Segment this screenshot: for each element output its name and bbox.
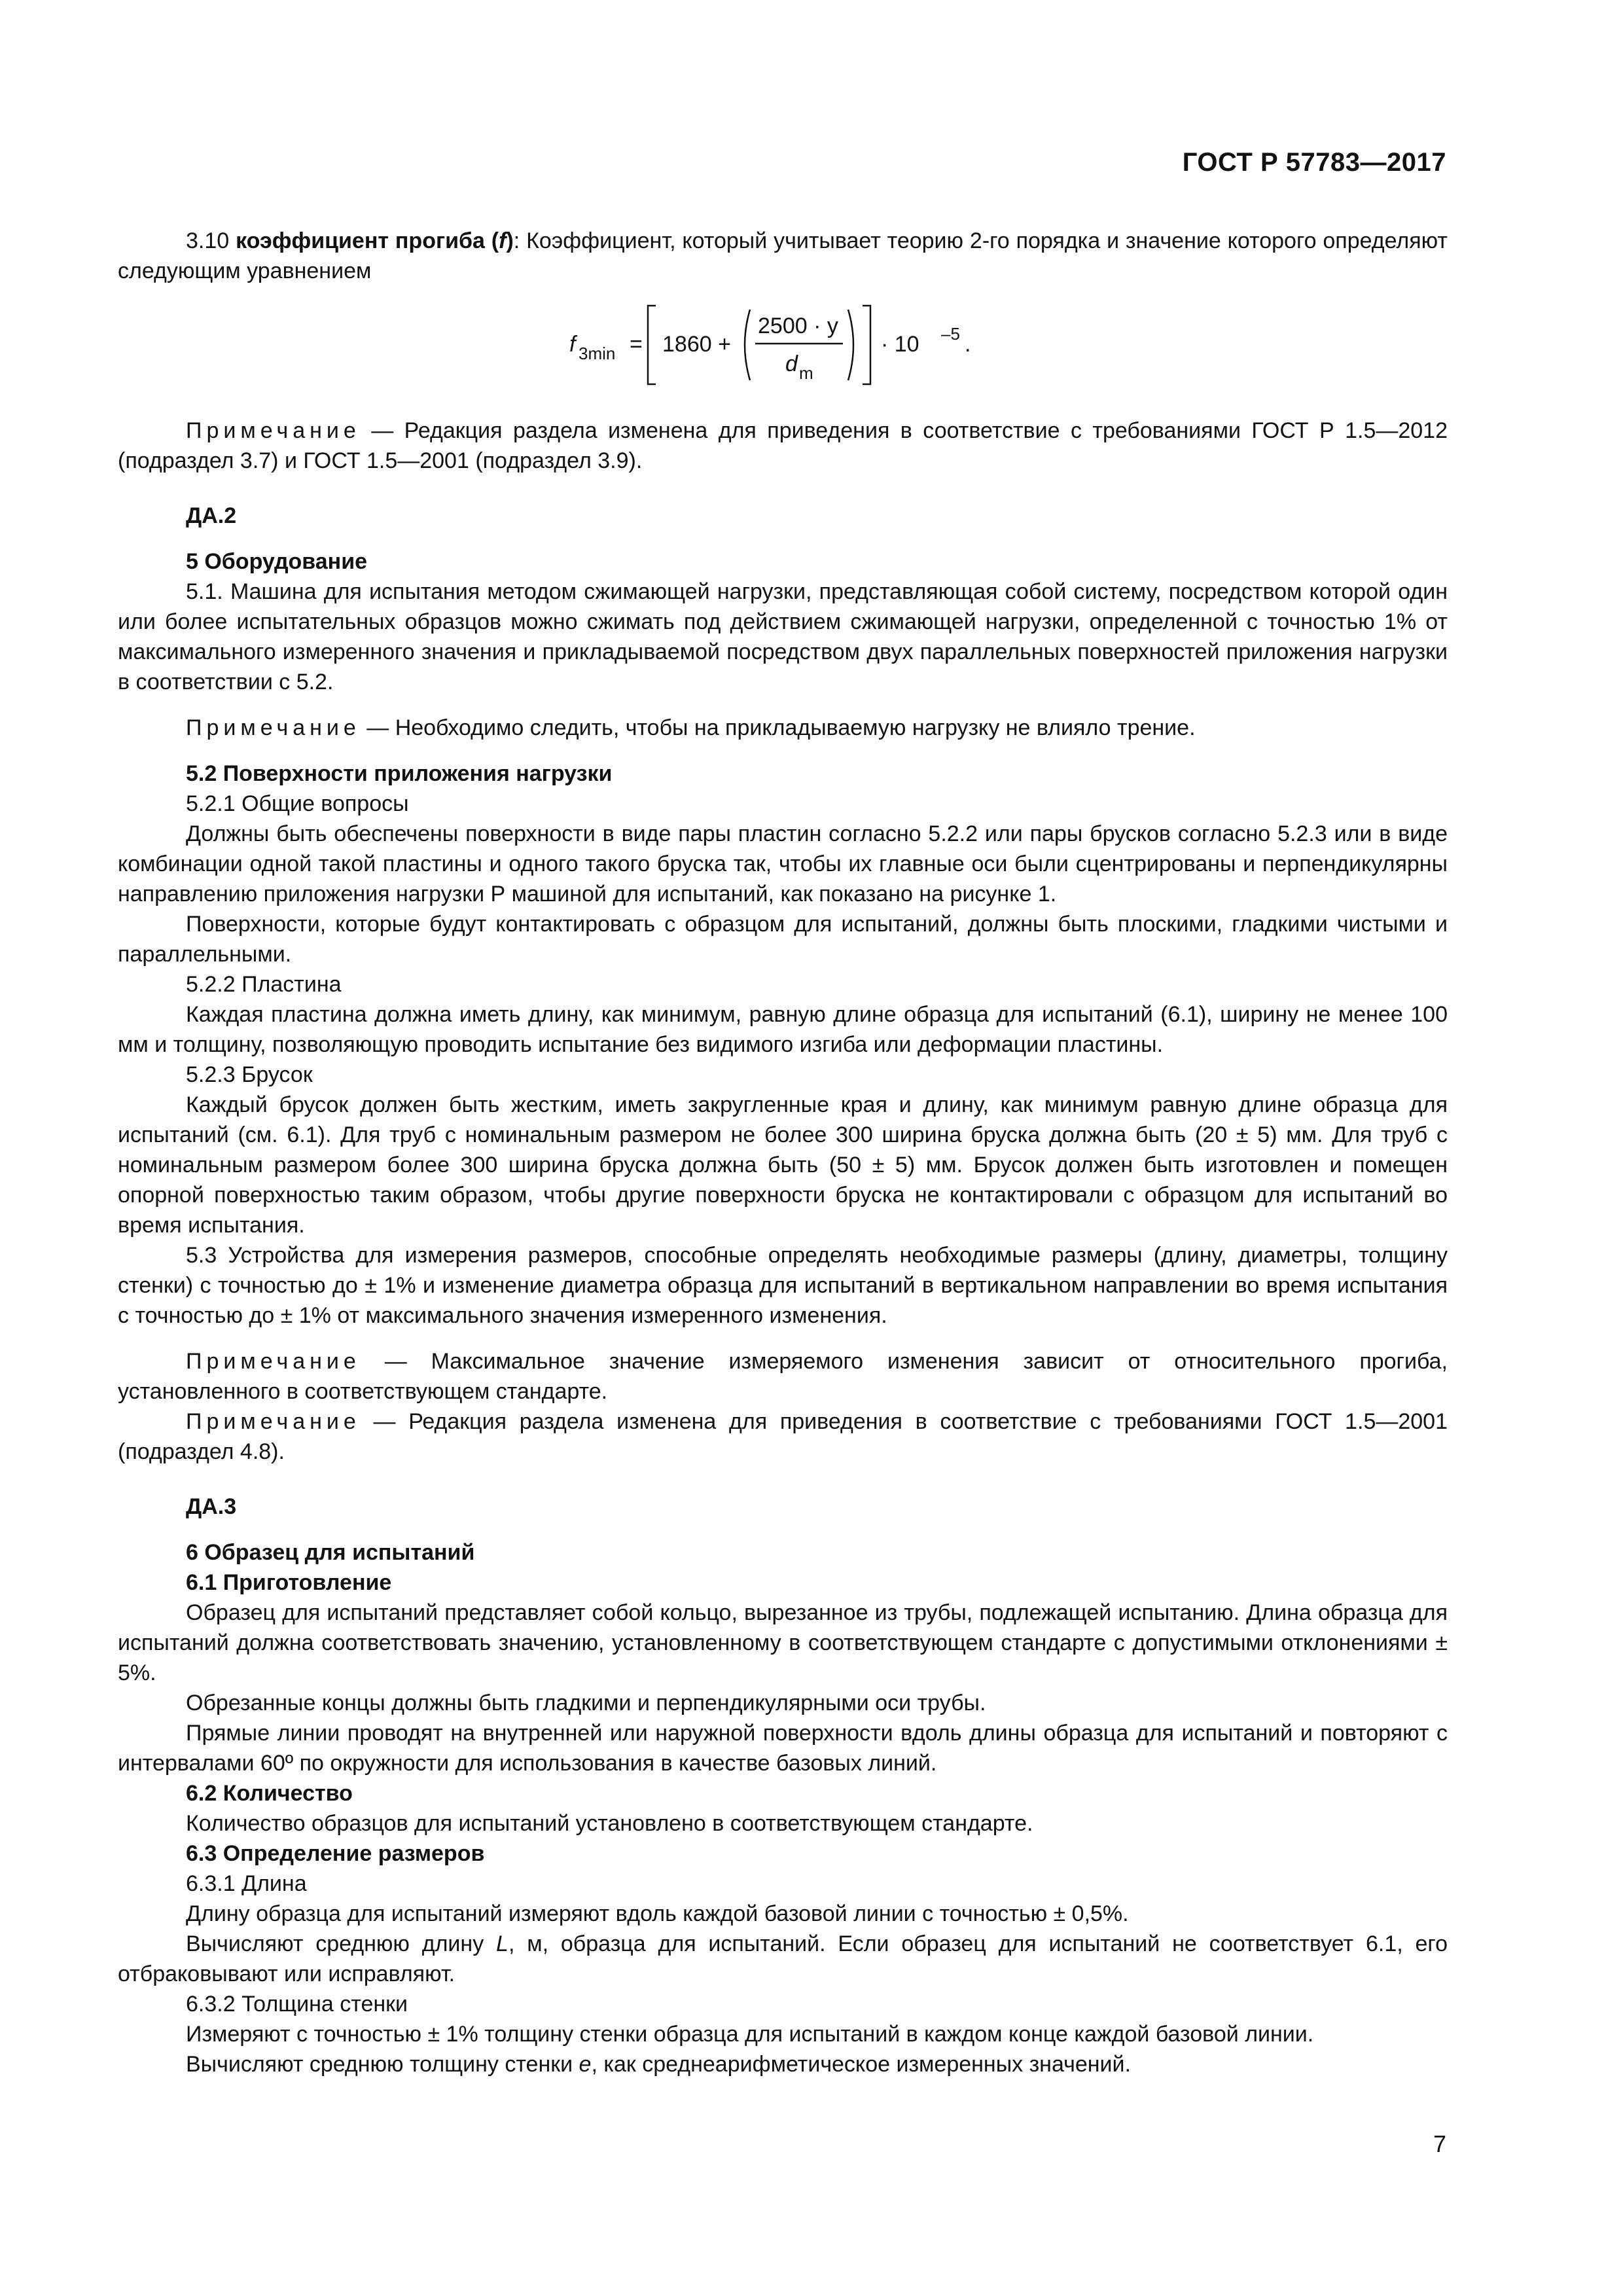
standard-code: ГОСТ Р 57783—2017 [1182,148,1446,177]
left-paren [745,310,750,380]
subsection-title-6-3-1: 6.3.1 Длина [186,1871,307,1896]
right-bracket [863,306,870,384]
formula-constant: 1860 + [662,332,731,357]
note-5-3a [118,1346,1448,1407]
formula-equals: = [630,332,643,357]
formula-numerator: 2500 · y [758,314,838,338]
paragraph-6-3-1a: Длину образца для испытаний измеряют вдоль каждой базовой линии с точностью ± 0,5%. [186,1901,1129,1926]
paragraph-5-2-1b: Поверхности, которые будут контактировать с образцом для испытаний, должны быть плоскими, гладкими чистыми и параллельными. [118,912,1448,967]
note-5-3b [118,1407,1448,1467]
annex-label-da3: ДА.3 [186,1494,237,1519]
paragraph-6-1a: Образец для испытаний представляет собой кольцо, вырезанное из трубы, подлежащей испытанию. Длина образца для испытаний должна соответствовать значению, установленному в соответствующем стандарте с допустимыми отклонениями ± 5%. [118,1600,1448,1685]
formula-exponent: –5 [941,324,960,344]
paragraph-5-1: 5.1. Машина для испытания методом сжимающей нагрузки, представляющая собой систему, посредством которой один или более испытательных образцов можно сжимать под действием сжимающей нагрузки, определенной с точностью 1% от максимального измеренного значения и прикладываемой посредством двух параллельных поверхностей приложения нагрузки в соответствии с 5.2. [118,579,1448,694]
paragraph-6-3-2b: Вычисляют среднюю толщину стенки e, как среднеарифметическое измеренных значений. [186,2052,1131,2077]
definition-term: коэффициент прогиба (f) [236,228,514,253]
subsection-title-5-2-3: 5.2.3 Брусок [186,1062,313,1087]
note-label: Примечание [186,715,361,740]
deflection-formula [118,294,1448,397]
left-bracket [648,306,656,384]
note-5-1 [118,713,1448,743]
note-text: — Редакция раздела изменена для приведения в соответствие с требованиями ГОСТ 1.5—2001 (подраздел 4.8). [118,1409,1448,1464]
note-label: Примечание [186,1349,361,1374]
paragraph-5-2-1a: Должны быть обеспечены поверхности в виде пары пластин согласно 5.2.2 или пары брусков согласно 5.2.3 или в виде комбинации одной такой пластины и одного такого бруска так, чтобы их главные оси были сцентрированы и перпендикулярны направлению приложения нагрузки Р машиной для испытаний, как показано на рисунке 1. [118,821,1448,906]
definition-3-10 [118,226,1448,286]
note-text: — Максимальное значение измеряемого изменения зависит от относительного прогиба, установленного в соответствующем стандарте. [118,1349,1448,1404]
definition-text: : Коэффициент, который учитывает теорию 2-го порядка и значение которого определяют следующим уравнением [118,228,1448,283]
formula-lhs: f [569,332,576,357]
note-label: Примечание [186,1409,361,1434]
thickness-symbol: e [579,2052,592,2077]
paragraph-6-1b: Обрезанные концы должны быть гладкими и перпендикулярными оси трубы. [186,1691,986,1715]
formula-multiplier: · 10 [881,332,919,357]
length-symbol: L [496,1931,508,1956]
formula-end: . [965,332,971,357]
subsection-heading-5-2: 5.2 Поверхности приложения нагрузки [186,761,613,786]
definition-number: 3.10 [186,228,230,253]
note-text: — Редакция раздела изменена для приведения в соответствие с требованиями ГОСТ Р 1.5—2012 (подраздел 3.7) и ГОСТ 1.5—2001 (подраздел 3.9). [118,418,1448,473]
document-body [118,226,1448,2079]
subsection-title-5-2-1: 5.2.1 Общие вопросы [186,791,409,816]
paragraph-6-1c: Прямые линии проводят на внутренней или наружной поверхности вдоль длины образца для испытаний и повторяют с интервалами 60º по окружности для использования в качестве базовых линий. [118,1721,1448,1776]
subsection-title-6-3-2: 6.3.2 Толщина стенки [186,1992,408,2017]
paragraph-5-2-2: Каждая пластина должна иметь длину, как минимум, равную длине образца для испытаний (6.1), ширину не менее 100 мм и толщину, позволяющую проводить испытание без видимого изгиба или деформации пластины. [118,1002,1448,1057]
formula-denominator-subscript: m [799,363,813,383]
note-label: Примечание [186,418,361,443]
subsection-title-5-2-2: 5.2.2 Пластина [186,972,342,997]
paragraph-6-2: Количество образцов для испытаний установлено в соответствующем стандарте. [186,1811,1033,1836]
section-heading-6: 6 Образец для испытаний [186,1540,475,1565]
paragraph-5-3: 5.3 Устройства для измерения размеров, способные определять необходимые размеры (длину, диаметры, толщину стенки) с точностью до ± 1% и изменение диаметра образца для испытаний в вертикальном направлении во время испытания с точностью до ± 1% от максимального значения измеренного изменения. [118,1243,1448,1328]
formula-graphic [569,294,1106,397]
term-symbol: f [499,228,507,253]
note-1 [118,416,1448,476]
formula-lhs-subscript: 3min [579,344,616,363]
page-number: 7 [1433,2130,1446,2157]
formula-denominator: d [785,351,798,376]
subsection-heading-6-3: 6.3 Определение размеров [186,1841,485,1866]
paragraph-5-2-3: Каждый брусок должен быть жестким, иметь закругленные края и длину, как минимум равную длине образца для испытаний (см. 6.1). Для труб с номинальным размером не более 300 ширина бруска должна быть (20 ± 5) мм. Для труб с номинальным размером более 300 ширина бруска должна быть (50 ± 5) мм. Брусок должен быть изготовлен и помещен опорной поверхностью таким образом, чтобы другие поверхности бруска не контактировали с образцом для испытаний во время испытания. [118,1092,1448,1238]
subsection-heading-6-1: 6.1 Приготовление [186,1570,392,1595]
paragraph-6-3-1b: Вычисляют среднюю длину L, м, образца для испытаний. Если образец для испытаний не соответствует 6.1, его отбраковывают или исправляют. [118,1931,1448,1986]
right-paren [848,310,853,380]
annex-label-da2: ДА.2 [186,503,237,528]
note-text: — Необходимо следить, чтобы на прикладываемую нагрузку не влияло трение. [360,715,1196,740]
section-heading-5: 5 Оборудование [186,549,368,574]
paragraph-6-3-2a: Измеряют с точностью ± 1% толщину стенки образца для испытаний в каждом конце каждой базовой линии. [186,2022,1314,2047]
subsection-heading-6-2: 6.2 Количество [186,1781,353,1806]
